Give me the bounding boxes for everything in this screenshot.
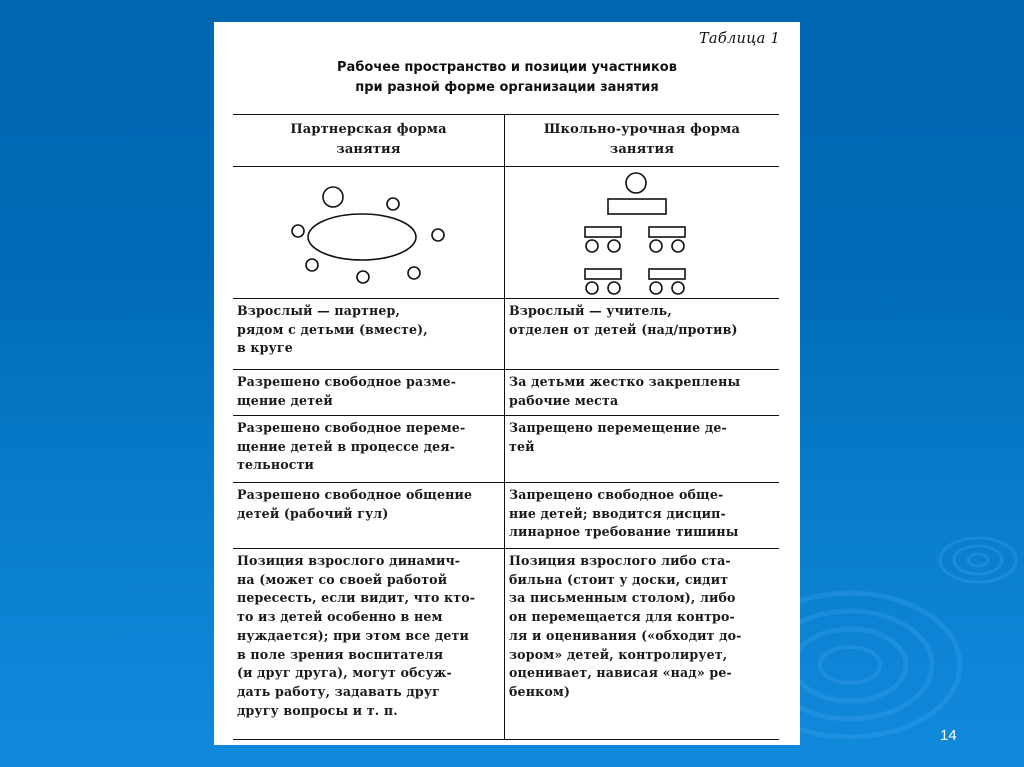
child-circle — [408, 267, 420, 279]
student-desk — [649, 269, 685, 279]
partner-seating-diagram — [233, 167, 505, 298]
table-cell-school: За детьми жестко закреплены рабочие места — [509, 374, 741, 408]
student-circle — [608, 282, 620, 294]
student-circle — [672, 240, 684, 252]
teacher-circle — [626, 173, 646, 193]
student-desk — [649, 227, 685, 237]
column-header-partner-form: Партнерская форма занятия — [233, 115, 505, 166]
oval-table-shape — [308, 214, 416, 260]
table-row — [233, 482, 779, 548]
adult-circle — [323, 187, 343, 207]
table-row — [233, 548, 779, 739]
ripple-ring — [954, 546, 1002, 574]
student-circle — [586, 282, 598, 294]
student-circle — [650, 282, 662, 294]
table-title — [214, 58, 800, 98]
table-title-line2: при разной форме организации занятия — [355, 80, 659, 95]
diagram-row — [233, 166, 779, 298]
school-seating-diagram — [505, 167, 779, 298]
teacher-desk — [608, 199, 666, 214]
slide-number: 14 — [940, 727, 957, 744]
student-circle — [586, 240, 598, 252]
table-label: Таблица 1 — [698, 31, 780, 47]
student-circle — [608, 240, 620, 252]
school-seating-svg — [505, 167, 779, 298]
student-circle — [672, 282, 684, 294]
ripple-ring — [794, 629, 906, 701]
ripple-ring — [968, 554, 988, 566]
table-cell-partner: Разрешено свободное разме- щение детей — [233, 370, 505, 415]
table-header-row — [233, 115, 779, 166]
partner-seating-svg — [233, 167, 505, 298]
table-cell-school: Взрослый — учитель, отделен от детей (над/против) — [509, 303, 738, 337]
table-cell-partner: Позиция взрослого динамич- на (может со своей работой пересесть, если видит, что кто- то из детей особенно в нем нуждается); при этом все дети в поле зрения воспитателя (и друг друга), могут обсуж- дать работу, задавать друг другу вопросы и т. п. — [233, 549, 505, 739]
child-circle — [306, 259, 318, 271]
table-title-line1: Рабочее пространство и позиции участников — [337, 60, 677, 75]
student-desk — [585, 227, 621, 237]
child-circle — [357, 271, 369, 283]
table-row — [233, 415, 779, 482]
child-circle — [387, 198, 399, 210]
table-cell-school: Запрещено перемещение де- тей — [509, 420, 727, 454]
student-desk — [585, 269, 621, 279]
student-circle — [650, 240, 662, 252]
column-header-school-form: Школьно-урочная форма занятия — [543, 122, 741, 157]
ripple-ring — [820, 647, 880, 683]
child-circle — [292, 225, 304, 237]
table-cell-school: Запрещено свободное обще- ние детей; вводится дисцип- линарное требование тишины — [509, 487, 739, 540]
child-circle — [432, 229, 444, 241]
table-cell-school: Позиция взрослого либо ста- бильна (стоит у доски, сидит за письменным столом), либо он перемещается для контро- ля и оценивания («обходит до- зором» детей, контролирует, оценивает, нависая «над» ре- бенком) — [509, 553, 742, 699]
comparison-table — [233, 114, 779, 740]
table-cell-partner: Разрешено свободное общение детей (рабочий гул) — [233, 483, 505, 548]
table-cell-partner: Взрослый — партнер, рядом с детьми (вместе), в круге — [233, 299, 505, 369]
scanned-table-image — [214, 22, 800, 745]
table-row — [233, 369, 779, 415]
table-cell-partner: Разрешено свободное переме- щение детей в процессе дея- тельности — [233, 416, 505, 482]
ripple-ring — [940, 538, 1016, 582]
table-row — [233, 298, 779, 369]
